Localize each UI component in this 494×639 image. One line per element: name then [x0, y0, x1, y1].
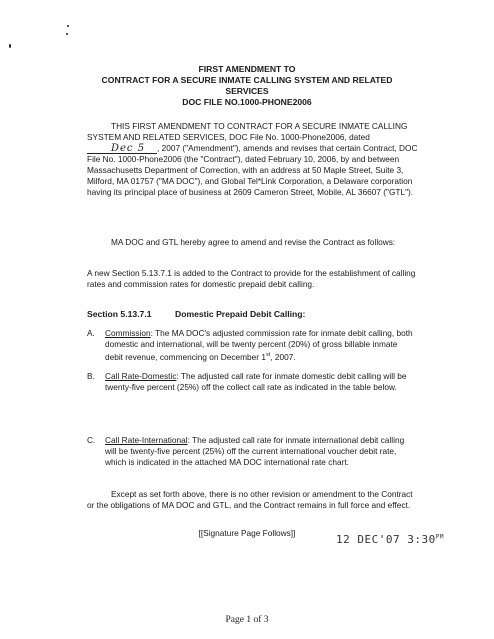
scan-speck	[66, 33, 68, 35]
item-heading: Call Rate-International	[105, 435, 188, 445]
intro-text-2: , 2007 ("Amendment"), amends and revises that certain Contract, DOC File No. 1000-Phone2006 (the "Contract"), dated February 10, 2006, by and between Massachusetts Department of Correction, with an address at 50 Maple Street, Suite 3, Milford, MA 01757 ("MA DOC"), and Global Tel*Link Corporation, a Delaware corporation having its principal place of business at 2609 Cameron Street, Mobile, AL 36607 ("GTL").	[87, 142, 418, 197]
closing-paragraph: Except as set forth above, there is no other revision or amendment to the Contract or the obligations of MA DOC and GTL, and the Contract remains in full force and effect.	[87, 489, 413, 510]
list-item-call-rate-international	[87, 435, 417, 468]
item-letter: A.	[87, 328, 95, 338]
list-item-call-rate-domestic	[87, 371, 417, 393]
item-text-end: , 2007.	[270, 351, 296, 362]
intro-text-1: THIS FIRST AMENDMENT TO CONTRACT FOR A SECURE INMATE CALLING SYSTEM AND RELATED SERVICES, DOC File No. 1000-Phone2006, dated	[87, 121, 408, 142]
scan-speck	[9, 44, 11, 48]
item-heading: Commission	[105, 328, 151, 338]
item-text: : The adjusted call rate for inmate domestic debit calling will be twenty-five percent (25%) off the collect call rate as indicated in the table below.	[105, 371, 407, 392]
handwritten-date: Dec 5	[87, 144, 157, 154]
new-section-paragraph: A new Section 5.13.7.1 is added to the Contract to provide for the establishment of calling rates and commission rates for domestic prepaid debit calling.	[87, 268, 416, 289]
document-title	[40, 64, 454, 108]
page-footer: Page 1 of 3	[225, 615, 269, 625]
item-letter: B.	[87, 371, 95, 381]
section-number: Section 5.13.7.1	[87, 309, 152, 319]
item-letter: C.	[87, 435, 96, 445]
scan-speck	[67, 25, 69, 27]
list-item-commission	[87, 328, 417, 362]
stamp-date: 12 DEC'07	[336, 533, 401, 546]
received-date-stamp	[336, 533, 444, 546]
item-body	[105, 435, 417, 468]
title-line-4: DOC FILE NO.1000-PHONE2006	[182, 97, 312, 107]
item-text: : The MA DOC's adjusted commission rate for inmate debit calling, both domestic and international, will be twenty percent (20%) of gross billable inmate debit revenue, commencing on December 1	[105, 328, 413, 362]
item-superscript: st	[265, 351, 271, 358]
title-line-1: FIRST AMENDMENT TO	[198, 64, 296, 74]
section-title: Domestic Prepaid Debit Calling:	[175, 309, 306, 319]
signature-note: [[Signature Page Follows]]	[198, 528, 296, 538]
agreement-paragraph: MA DOC and GTL hereby agree to amend and revise the Contract as follows:	[111, 237, 396, 247]
item-heading: Call Rate-Domestic	[105, 371, 177, 381]
section-heading	[87, 309, 305, 319]
item-body	[105, 328, 417, 362]
stamp-suffix: PM	[435, 533, 444, 541]
intro-paragraph	[87, 121, 421, 197]
item-body	[105, 371, 417, 393]
title-line-2: CONTRACT FOR A SECURE INMATE CALLING SYSTEM AND RELATED	[101, 75, 393, 85]
stamp-time: 3:30	[407, 533, 436, 546]
item-text: : The adjusted call rate for inmate international debit calling will be twenty-five percent (25%) off the current international voucher debit rate, which is indicated in the attached MA DOC international rate chart.	[105, 435, 405, 467]
title-line-3: SERVICES	[225, 86, 269, 96]
